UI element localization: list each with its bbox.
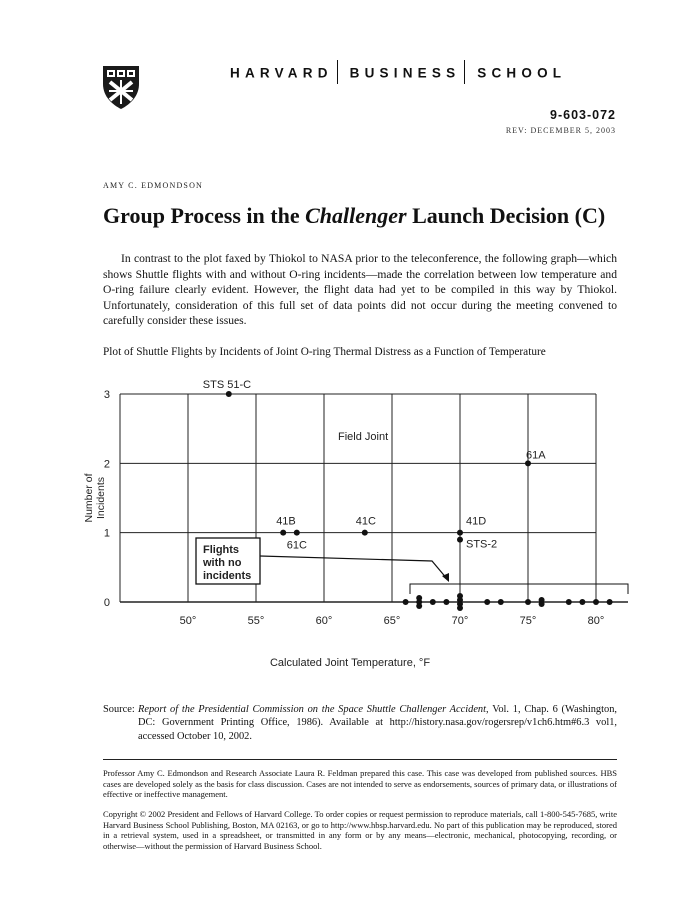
point-label: STS 51-C [202, 379, 252, 391]
x-tick-label: 60° [315, 615, 333, 627]
case-number: 9-603-072 [550, 108, 616, 122]
revision-date: REV: DECEMBER 5, 2003 [505, 126, 616, 135]
copyright-notice: Copyright © 2002 President and Fellows of Harvard College. To order copies or request permission to reproduce materials, call 1-800-545-7685, write Harvard Business School Publishing, Boston, MA 02163, or go to http://www.hbsp.harvard.edu. No part of this publication may be reproduced, stored in a retrieval system, used in a spreadsheet, or transmitted in any form or by any means—electronic, mechanical, photocopying, recording, or otherwise—without the permission of Harvard Business School. [103, 809, 617, 851]
harvard-shield-logo [101, 64, 141, 110]
source-title: Report of the Presidential Commission on the Space Shuttle Challenger Accident [138, 704, 487, 715]
no-incidents-line3: incidents [203, 570, 252, 582]
data-point-no-incident [416, 603, 422, 609]
data-point-no-incident [498, 599, 504, 605]
source-details: , Vol. 1, Chap. 6 (Washington, DC: Government Printing Office, 1986). Available at http://history.nasa.gov/rogersrep/v1ch6.htm#6.3 vol1, accessed October 10, 2002. [138, 704, 617, 742]
y-tick-label: 1 [103, 527, 110, 540]
footer-divider [103, 759, 617, 760]
title-part-2: Launch Decision (C) [406, 203, 606, 228]
y-tick-label: 2 [103, 458, 110, 471]
data-point-no-incident [430, 599, 436, 605]
y-axis-label-line2: Incidents [95, 476, 107, 520]
title-divider [337, 60, 338, 84]
x-tick-label: 70° [451, 615, 469, 627]
point-label: 61C [286, 539, 307, 552]
x-tick-label: 65° [383, 615, 401, 627]
data-point-no-incident [443, 599, 449, 605]
point-label: 41C [355, 515, 376, 528]
data-point-no-incident [607, 599, 613, 605]
data-point-no-incident [484, 599, 490, 605]
y-tick-label: 0 [103, 597, 110, 609]
no-incidents-bracket [410, 584, 628, 594]
school-name [230, 62, 566, 86]
x-axis-label: Calculated Joint Temperature, °F [269, 657, 431, 669]
figure-caption: Plot of Shuttle Flights by Incidents of Joint O-ring Thermal Distress as a Function of Temperature [103, 346, 546, 358]
point-label: 61A [526, 449, 546, 462]
data-points [226, 391, 613, 611]
point-label: 41D [466, 515, 487, 528]
data-point-no-incident [403, 599, 409, 605]
data-point-incident [226, 391, 232, 397]
school-word-harvard: HARVARD [230, 65, 333, 81]
y-axis-label-line1: Number of [83, 473, 95, 523]
x-tick-label: 50° [179, 615, 197, 627]
data-point-incident [457, 537, 463, 543]
o-ring-chart [70, 368, 630, 673]
data-point-no-incident [457, 605, 463, 611]
school-word-school: SCHOOL [477, 65, 567, 81]
point-labels [203, 379, 546, 552]
data-point-incident [294, 530, 300, 536]
field-joint-annotation: Field Joint [338, 431, 389, 443]
author: AMY C. EDMONDSON [103, 181, 204, 190]
intro-paragraph: In contrast to the plot faxed by Thiokol to NASA prior to the teleconference, the following graph—which shows Shuttle flights with and without O-ring incidents—made the correlation between low temperature and O-ring failure clearly evident. However, the flight data had yet to be compiled in this way by Thiokol. Unfortunately, consideration of this full set of data points did not occur during the meeting convened to carefully consider these issues. [103, 252, 617, 328]
school-word-business: BUSINESS [349, 65, 461, 81]
no-incidents-line1: Flights [203, 544, 240, 556]
title-part-1: Group Process in the [103, 203, 306, 228]
title-italic: Challenger [305, 203, 407, 228]
point-label: STS-2 [466, 538, 498, 551]
data-point-incident [457, 530, 463, 536]
data-point-incident [362, 530, 368, 536]
document-title [103, 203, 605, 229]
x-tick-label: 55° [247, 615, 265, 627]
source-note [103, 703, 617, 743]
y-tick-label: 3 [103, 389, 110, 401]
data-point-no-incident [539, 601, 545, 607]
source-text [138, 703, 617, 743]
no-incidents-line2: with no [203, 557, 242, 569]
source-label: Source: [103, 704, 135, 715]
data-point-no-incident [593, 599, 599, 605]
chart-ticks [104, 389, 604, 627]
data-point-no-incident [525, 599, 531, 605]
data-point-no-incident [566, 599, 572, 605]
no-incidents-arrow [260, 556, 448, 580]
preparation-note: Professor Amy C. Edmondson and Research Associate Laura R. Feldman prepared this case. This case was developed from published sources. HBS cases are developed solely as the basis for class discussion. Cases are not intended to serve as endorsements, sources of primary data, or illustrations of effective or ineffective management. [103, 768, 617, 800]
point-label: 41B [276, 515, 296, 528]
title-divider [464, 60, 465, 84]
x-tick-label: 80° [587, 615, 605, 627]
data-point-no-incident [579, 599, 585, 605]
data-point-incident [280, 530, 286, 536]
x-tick-label: 75° [519, 615, 537, 627]
